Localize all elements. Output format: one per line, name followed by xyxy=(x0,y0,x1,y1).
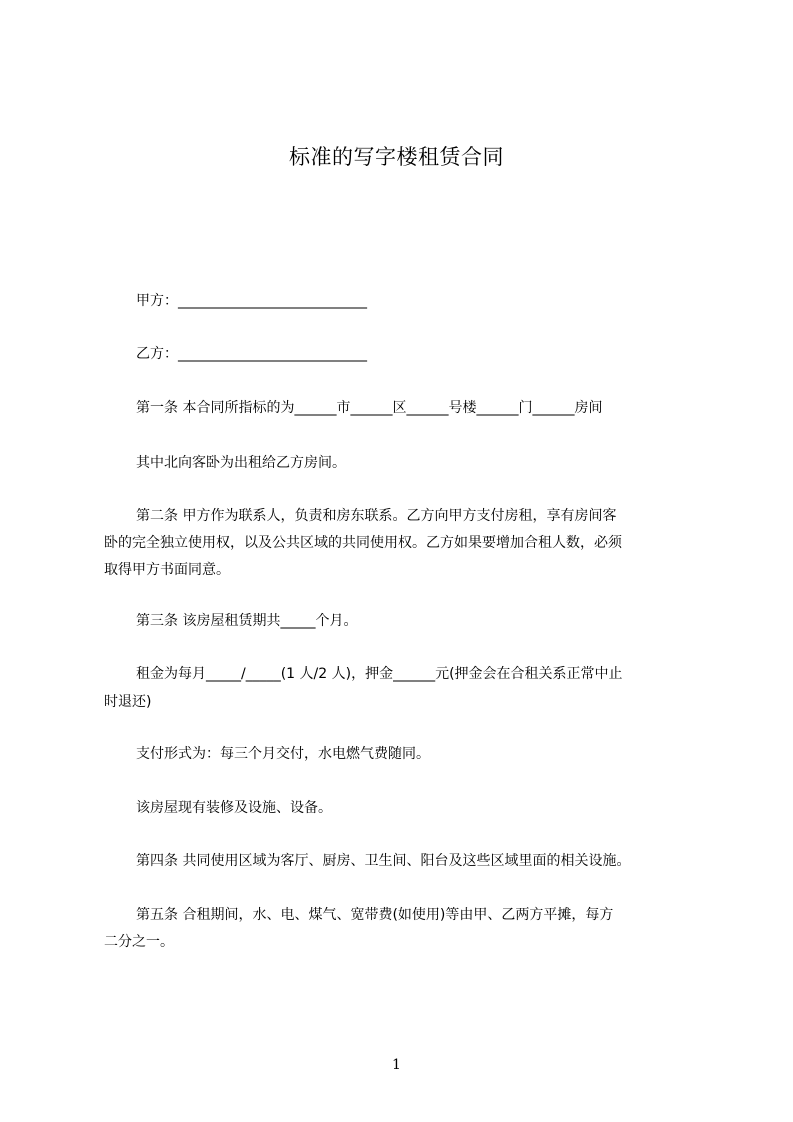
page-number: 1 xyxy=(392,1057,401,1073)
article-2-line-3: 取得甲方书面同意。 xyxy=(104,562,230,578)
rent-line-2: 时退还) xyxy=(104,694,152,710)
article-2-line-1: 第二条 甲方作为联系人，负责和房东联系。乙方向甲方支付房租，享有房间客 xyxy=(136,508,617,524)
rent-line-1: 租金为每月_____/_____(1 人/2 人)，押金______元(押金会在合租关系正常中止 xyxy=(136,666,623,682)
payment-terms: 支付形式为：每三个月交付，水电燃气费随同。 xyxy=(136,746,430,762)
party-a-line: 甲方：___________________________ xyxy=(136,293,367,309)
article-4: 第四条 共同使用区域为客厅、厨房、卫生间、阳台及这些区域里面的相关设施。 xyxy=(136,853,631,869)
article-1-line-1: 第一条 本合同所指标的为______市______区______号楼______门______房间 xyxy=(136,400,603,416)
article-2-line-2: 卧的完全独立使用权，以及公共区域的共同使用权。乙方如果要增加合租人数，必须 xyxy=(104,535,622,551)
party-b-line: 乙方：___________________________ xyxy=(136,346,367,362)
document-title: 标准的写字楼租赁合同 xyxy=(289,145,504,169)
article-3: 第三条 该房屋租赁期共_____个月。 xyxy=(136,613,358,629)
facilities-statement: 该房屋现有装修及设施、设备。 xyxy=(136,800,332,816)
article-5-line-1: 第五条 合租期间，水、电、煤气、宽带费(如使用)等由甲、乙两方平摊，每方 xyxy=(136,907,614,923)
article-5-line-2: 二分之一。 xyxy=(104,934,174,950)
article-1-line-2: 其中北向客卧为出租给乙方房间。 xyxy=(136,455,346,471)
